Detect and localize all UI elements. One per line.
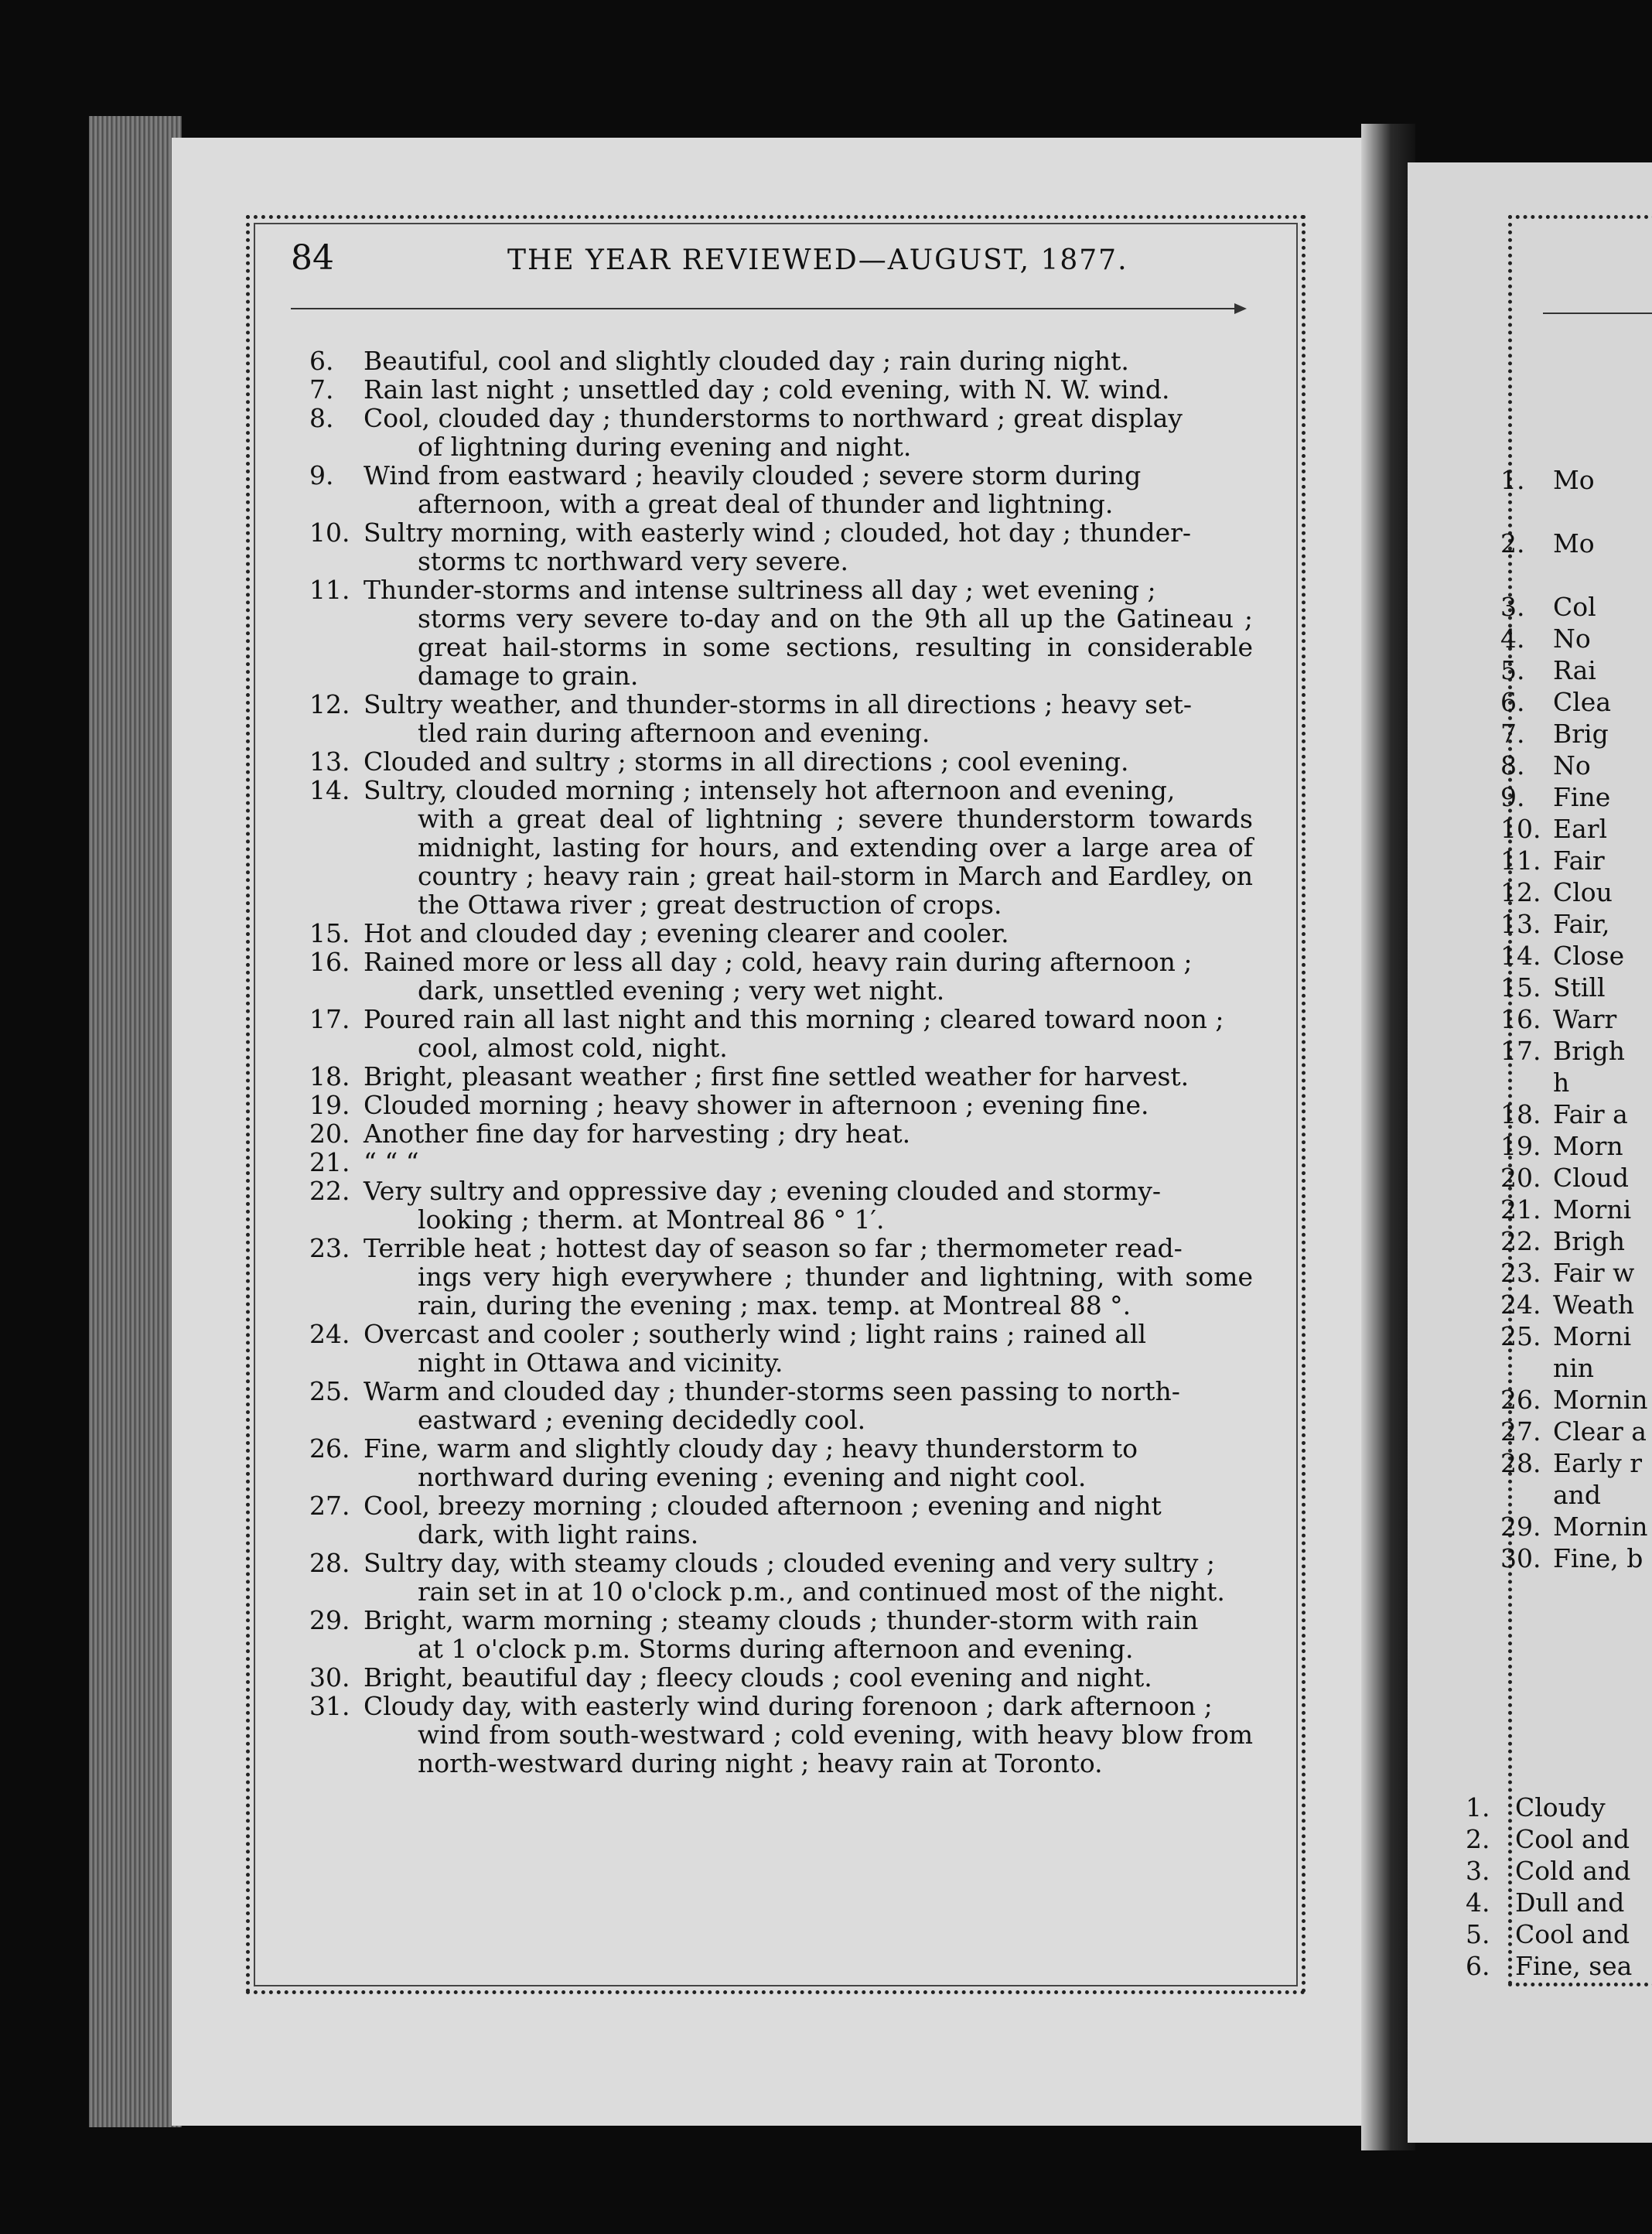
weather-entry xyxy=(309,919,1253,948)
entry-day-number: 26. xyxy=(309,1433,350,1464)
weather-entry xyxy=(309,1062,1253,1091)
right-weather-entry xyxy=(1500,1479,1652,1511)
right-weather-entry xyxy=(1500,1257,1652,1289)
right-entry-text: Cloud xyxy=(1553,1163,1630,1193)
right-entry-text: Brig xyxy=(1553,719,1609,749)
entry-text: Hot and clouded day ; evening clearer and cooler. xyxy=(364,918,1009,948)
entry-continuation: ings very high everywhere ; thunder and lightning, with some rain, during the evening ; max. temp. at Montreal 88 °. xyxy=(418,1262,1253,1320)
right-weather-entry xyxy=(1466,1887,1652,1918)
right-entry-day-number: 4. xyxy=(1466,1887,1490,1918)
weather-entry xyxy=(309,1148,1253,1177)
right-entry-text: Fine xyxy=(1553,782,1611,812)
right-weather-entry xyxy=(1500,813,1652,845)
right-entry-day-number: 13. xyxy=(1500,909,1541,939)
right-weather-entry xyxy=(1500,528,1652,559)
entry-text: Sultry, clouded morning ; intensely hot afternoon and evening, xyxy=(364,775,1176,805)
right-entry-day-number: 26. xyxy=(1500,1385,1541,1415)
entry-day-number: 23. xyxy=(309,1233,350,1263)
right-weather-entry xyxy=(1500,1098,1652,1130)
right-weather-entry xyxy=(1500,1289,1652,1320)
entry-continuation: wind from south-westward ; cold evening, with heavy blow from north-westward during night ; heavy rain at Toronto. xyxy=(418,1720,1253,1778)
right-weather-entry xyxy=(1500,464,1652,496)
entry-continuation: afternoon, with a great deal of thunder and lightning. xyxy=(418,489,1114,519)
entry-text: Rained more or less all day ; cold, heavy rain during afternoon ; xyxy=(364,947,1193,977)
weather-entry xyxy=(309,1377,1253,1434)
right-weather-entry xyxy=(1500,1384,1652,1416)
entry-text: Cool, clouded day ; thunderstorms to northward ; great display xyxy=(364,403,1183,433)
entry-continuation: storms tc northward very severe. xyxy=(418,546,849,576)
entry-day-number: 11. xyxy=(309,575,350,605)
entry-text: Warm and clouded day ; thunder-storms seen passing to north- xyxy=(364,1376,1180,1406)
entry-day-number: 9. xyxy=(309,460,334,490)
entry-text: Beautiful, cool and slightly clouded day ; rain during night. xyxy=(364,346,1129,376)
right-weather-entry xyxy=(1500,686,1652,718)
entry-day-number: 20. xyxy=(309,1119,350,1149)
entry-continuation: dark, unsettled evening ; very wet night. xyxy=(418,975,945,1006)
right-entry-day-number: 30. xyxy=(1500,1543,1541,1573)
right-entry-day-number: 3. xyxy=(1466,1856,1490,1886)
entry-continuation: dark, with light rains. xyxy=(418,1519,699,1549)
right-weather-entry xyxy=(1500,1447,1652,1479)
right-entry-text: Mornin xyxy=(1553,1512,1648,1542)
right-entry-text: Fair, xyxy=(1553,909,1610,939)
weather-entry xyxy=(309,1692,1253,1778)
right-weather-entry xyxy=(1500,1130,1652,1162)
right-weather-entry xyxy=(1500,1225,1652,1257)
right-weather-entry xyxy=(1500,1542,1652,1574)
right-weather-entry xyxy=(1500,623,1652,654)
right-entry-text: Morni xyxy=(1553,1321,1632,1351)
right-entry-text: h xyxy=(1553,1067,1570,1098)
right-weather-entry xyxy=(1500,972,1652,1003)
right-entry-text: Fair xyxy=(1553,845,1605,876)
right-weather-entry xyxy=(1466,1855,1652,1887)
right-entry-text: Dull and xyxy=(1515,1887,1625,1918)
entry-day-number: 14. xyxy=(309,775,350,805)
entry-day-number: 19. xyxy=(309,1090,350,1120)
weather-entry xyxy=(309,1177,1253,1234)
right-entry-text: nin xyxy=(1553,1353,1595,1383)
right-weather-entry xyxy=(1500,876,1652,908)
weather-entry xyxy=(309,1320,1253,1377)
entry-day-number: 6. xyxy=(309,346,334,376)
right-entry-day-number: 6. xyxy=(1500,687,1525,717)
right-weather-entry xyxy=(1500,1416,1652,1447)
right-entry-text: Mornin xyxy=(1553,1385,1648,1415)
right-entry-day-number: 16. xyxy=(1500,1004,1541,1034)
weather-entry xyxy=(309,404,1253,461)
right-weather-entry xyxy=(1466,1823,1652,1855)
entry-text: “ “ “ xyxy=(364,1147,419,1177)
entry-day-number: 30. xyxy=(309,1662,350,1693)
entry-text: Cool, breezy morning ; clouded afternoon ; evening and night xyxy=(364,1491,1162,1521)
right-entry-day-number: 1. xyxy=(1466,1792,1490,1822)
right-entry-text: Clear a xyxy=(1553,1416,1647,1447)
entry-text: Sultry morning, with easterly wind ; clouded, hot day ; thunder- xyxy=(364,518,1192,548)
right-page-weather-entries xyxy=(1500,464,1652,1574)
right-weather-entry xyxy=(1500,1003,1652,1035)
entry-text: Overcast and cooler ; southerly wind ; light rains ; rained all xyxy=(364,1319,1147,1349)
right-weather-entry xyxy=(1500,750,1652,781)
entry-day-number: 29. xyxy=(309,1605,350,1635)
right-entry-day-number: 2. xyxy=(1500,528,1525,558)
entry-continuation: northward during evening ; evening and night cool. xyxy=(418,1462,1087,1492)
right-weather-entry xyxy=(1500,845,1652,876)
right-entry-text: Early r xyxy=(1553,1448,1643,1478)
entry-continuation: of lightning during evening and night. xyxy=(418,432,912,462)
right-entry-day-number: 27. xyxy=(1500,1416,1541,1447)
entry-text: Terrible heat ; hottest day of season so far ; thermometer read- xyxy=(364,1233,1183,1263)
entry-continuation: storms very severe to-day and on the 9th all up the Gatineau ; great hail-storms in some sections, resulting in considerable damage to grain. xyxy=(418,603,1253,691)
right-weather-entry xyxy=(1500,718,1652,750)
right-entry-text: Close xyxy=(1553,941,1625,971)
entry-day-number: 13. xyxy=(309,746,350,777)
entry-continuation: at 1 o'clock p.m. Storms during afternoon and evening. xyxy=(418,1634,1134,1664)
right-weather-entry xyxy=(1466,1950,1652,1982)
weather-entry xyxy=(309,1663,1253,1692)
entry-text: Another fine day for harvesting ; dry heat. xyxy=(364,1119,911,1149)
right-weather-entry xyxy=(1500,1320,1652,1352)
weather-entry xyxy=(309,1091,1253,1119)
weather-entry xyxy=(309,1005,1253,1062)
right-entry-day-number: 6. xyxy=(1466,1951,1490,1981)
right-entry-day-number: 2. xyxy=(1466,1824,1490,1854)
weather-entries xyxy=(309,347,1253,1778)
weather-entry xyxy=(309,948,1253,1005)
right-weather-entry xyxy=(1500,1352,1652,1384)
weather-entry xyxy=(309,1606,1253,1663)
weather-entry xyxy=(309,375,1253,404)
entry-day-number: 24. xyxy=(309,1319,350,1349)
right-weather-entry xyxy=(1500,1511,1652,1542)
right-weather-entry xyxy=(1500,496,1652,528)
right-entry-text: Cool and xyxy=(1515,1824,1630,1854)
entry-continuation: rain set in at 10 o'clock p.m., and continued most of the night. xyxy=(418,1576,1225,1607)
entry-day-number: 31. xyxy=(309,1691,350,1721)
right-entry-text: Mo xyxy=(1553,465,1595,495)
weather-entry xyxy=(309,1549,1253,1606)
right-weather-entry xyxy=(1466,1918,1652,1950)
right-entry-day-number: 24. xyxy=(1500,1290,1541,1320)
right-weather-entry xyxy=(1500,1067,1652,1098)
right-entry-text: Brigh xyxy=(1553,1036,1625,1066)
book-page-edges xyxy=(89,116,182,2127)
entry-text: Sultry day, with steamy clouds ; clouded evening and very sultry ; xyxy=(364,1548,1216,1578)
right-weather-entry xyxy=(1500,908,1652,940)
right-entry-text: Col xyxy=(1553,592,1596,622)
left-page-header xyxy=(291,238,1242,285)
right-entry-day-number: 3. xyxy=(1500,592,1525,622)
right-entry-text: Fine, sea xyxy=(1515,1951,1633,1981)
page-number: 84 xyxy=(291,238,334,278)
entry-text: Thunder-storms and intense sultriness all day ; wet evening ; xyxy=(364,575,1156,605)
right-weather-entry xyxy=(1500,591,1652,623)
weather-entry xyxy=(309,347,1253,375)
entry-continuation: with a great deal of lightning ; severe thunderstorm towards midnight, lasting for hours, and extending over a large area of country ; heavy rain ; great hail-storm in March and Eardley, on the Ottawa river ; great destruction of crops. xyxy=(418,804,1253,920)
entry-day-number: 17. xyxy=(309,1004,350,1034)
right-weather-entry xyxy=(1500,781,1652,813)
right-entry-text: Cold and xyxy=(1515,1856,1631,1886)
right-entry-day-number: 28. xyxy=(1500,1448,1541,1478)
entry-day-number: 22. xyxy=(309,1176,350,1206)
weather-entry xyxy=(309,1491,1253,1549)
entry-text: Cloudy day, with easterly wind during forenoon ; dark afternoon ; xyxy=(364,1691,1213,1721)
right-page-lower-entries xyxy=(1466,1792,1652,1982)
right-entry-day-number: 25. xyxy=(1500,1321,1541,1351)
right-weather-entry xyxy=(1500,940,1652,972)
right-entry-text: Brigh xyxy=(1553,1226,1625,1256)
right-entry-day-number: 23. xyxy=(1500,1258,1541,1288)
right-entry-day-number: 4. xyxy=(1500,623,1525,654)
entry-day-number: 16. xyxy=(309,947,350,977)
right-entry-text: Fair a xyxy=(1553,1099,1628,1129)
right-entry-day-number: 11. xyxy=(1500,845,1541,876)
right-entry-day-number: 19. xyxy=(1500,1131,1541,1161)
weather-entry xyxy=(309,576,1253,690)
entry-text: Clouded and sultry ; storms in all directions ; cool evening. xyxy=(364,746,1129,777)
weather-entry xyxy=(309,747,1253,776)
right-entry-day-number: 8. xyxy=(1500,750,1525,781)
entry-text: Very sultry and oppressive day ; evening clouded and stormy- xyxy=(364,1176,1162,1206)
entry-day-number: 8. xyxy=(309,403,334,433)
right-header-rule xyxy=(1543,313,1652,314)
entry-day-number: 7. xyxy=(309,374,334,405)
entry-text: Wind from eastward ; heavily clouded ; severe storm during xyxy=(364,460,1142,490)
entry-continuation: night in Ottawa and vicinity. xyxy=(418,1348,783,1378)
entry-text: Sultry weather, and thunder-storms in all directions ; heavy set- xyxy=(364,689,1193,719)
right-entry-text: Cloudy xyxy=(1515,1792,1606,1822)
right-entry-text: Weath xyxy=(1553,1290,1634,1320)
right-entry-text: Clea xyxy=(1553,687,1612,717)
right-weather-entry xyxy=(1466,1792,1652,1823)
right-weather-entry xyxy=(1500,559,1652,591)
right-entry-text: Cool and xyxy=(1515,1919,1630,1949)
right-entry-text: No xyxy=(1553,623,1591,654)
right-entry-day-number: 21. xyxy=(1500,1194,1541,1225)
right-entry-text: No xyxy=(1553,750,1591,781)
entry-text: Clouded morning ; heavy shower in afternoon ; evening fine. xyxy=(364,1090,1149,1120)
entry-text: Bright, beautiful day ; fleecy clouds ; cool evening and night. xyxy=(364,1662,1152,1693)
entry-text: Rain last night ; unsettled day ; cold evening, with N. W. wind. xyxy=(364,374,1170,405)
weather-entry xyxy=(309,1119,1253,1148)
entry-day-number: 15. xyxy=(309,918,350,948)
entry-continuation: eastward ; evening decidedly cool. xyxy=(418,1405,866,1435)
right-entry-text: Clou xyxy=(1553,877,1613,907)
right-weather-entry xyxy=(1500,1162,1652,1194)
right-entry-day-number: 17. xyxy=(1500,1036,1541,1066)
right-entry-day-number: 5. xyxy=(1466,1919,1490,1949)
entry-day-number: 28. xyxy=(309,1548,350,1578)
right-entry-day-number: 7. xyxy=(1500,719,1525,749)
right-entry-day-number: 9. xyxy=(1500,782,1525,812)
entry-continuation: tled rain during afternoon and evening. xyxy=(418,718,930,748)
right-entry-day-number: 15. xyxy=(1500,972,1541,1003)
weather-entry xyxy=(309,461,1253,518)
entry-continuation: cool, almost cold, night. xyxy=(418,1033,728,1063)
entry-day-number: 21. xyxy=(309,1147,350,1177)
right-entry-day-number: 10. xyxy=(1500,814,1541,844)
weather-entry xyxy=(309,776,1253,919)
right-entry-day-number: 14. xyxy=(1500,941,1541,971)
right-weather-entry xyxy=(1500,1035,1652,1067)
entry-continuation: looking ; therm. at Montreal 86 ° 1′. xyxy=(418,1204,885,1235)
running-head: THE YEAR REVIEWED—AUGUST, 1877. xyxy=(507,244,1128,276)
right-entry-text: Still xyxy=(1553,972,1606,1003)
right-entry-day-number: 29. xyxy=(1500,1512,1541,1542)
right-entry-text: Fine, b xyxy=(1553,1543,1643,1573)
entry-day-number: 12. xyxy=(309,689,350,719)
right-entry-text: Earl xyxy=(1553,814,1608,844)
entry-text: Poured rain all last night and this morning ; cleared toward noon ; xyxy=(364,1004,1224,1034)
weather-entry xyxy=(309,1234,1253,1320)
right-entry-text: Mo xyxy=(1553,528,1595,558)
entry-day-number: 25. xyxy=(309,1376,350,1406)
weather-entry xyxy=(309,518,1253,576)
right-entry-text: Rai xyxy=(1553,655,1596,685)
right-entry-day-number: 12. xyxy=(1500,877,1541,907)
right-weather-entry xyxy=(1500,1194,1652,1225)
entry-day-number: 10. xyxy=(309,518,350,548)
weather-entry xyxy=(309,1434,1253,1491)
right-entry-text: Warr xyxy=(1553,1004,1617,1034)
entry-text: Bright, warm morning ; steamy clouds ; thunder-storm with rain xyxy=(364,1605,1199,1635)
right-entry-text: Morni xyxy=(1553,1194,1632,1225)
right-weather-entry xyxy=(1500,654,1652,686)
entry-text: Bright, pleasant weather ; first fine settled weather for harvest. xyxy=(364,1061,1190,1091)
weather-entry xyxy=(309,690,1253,747)
right-entry-day-number: 5. xyxy=(1500,655,1525,685)
right-entry-text: Fair w xyxy=(1553,1258,1635,1288)
right-entry-text: and xyxy=(1553,1480,1602,1510)
entry-day-number: 27. xyxy=(309,1491,350,1521)
right-entry-day-number: 1. xyxy=(1500,465,1525,495)
entry-text: Fine, warm and slightly cloudy day ; heavy thunderstorm to xyxy=(364,1433,1138,1464)
right-entry-day-number: 18. xyxy=(1500,1099,1541,1129)
right-entry-day-number: 20. xyxy=(1500,1163,1541,1193)
right-entry-text: Morn xyxy=(1553,1131,1623,1161)
right-entry-day-number: 22. xyxy=(1500,1226,1541,1256)
header-rule xyxy=(291,308,1242,309)
entry-day-number: 18. xyxy=(309,1061,350,1091)
